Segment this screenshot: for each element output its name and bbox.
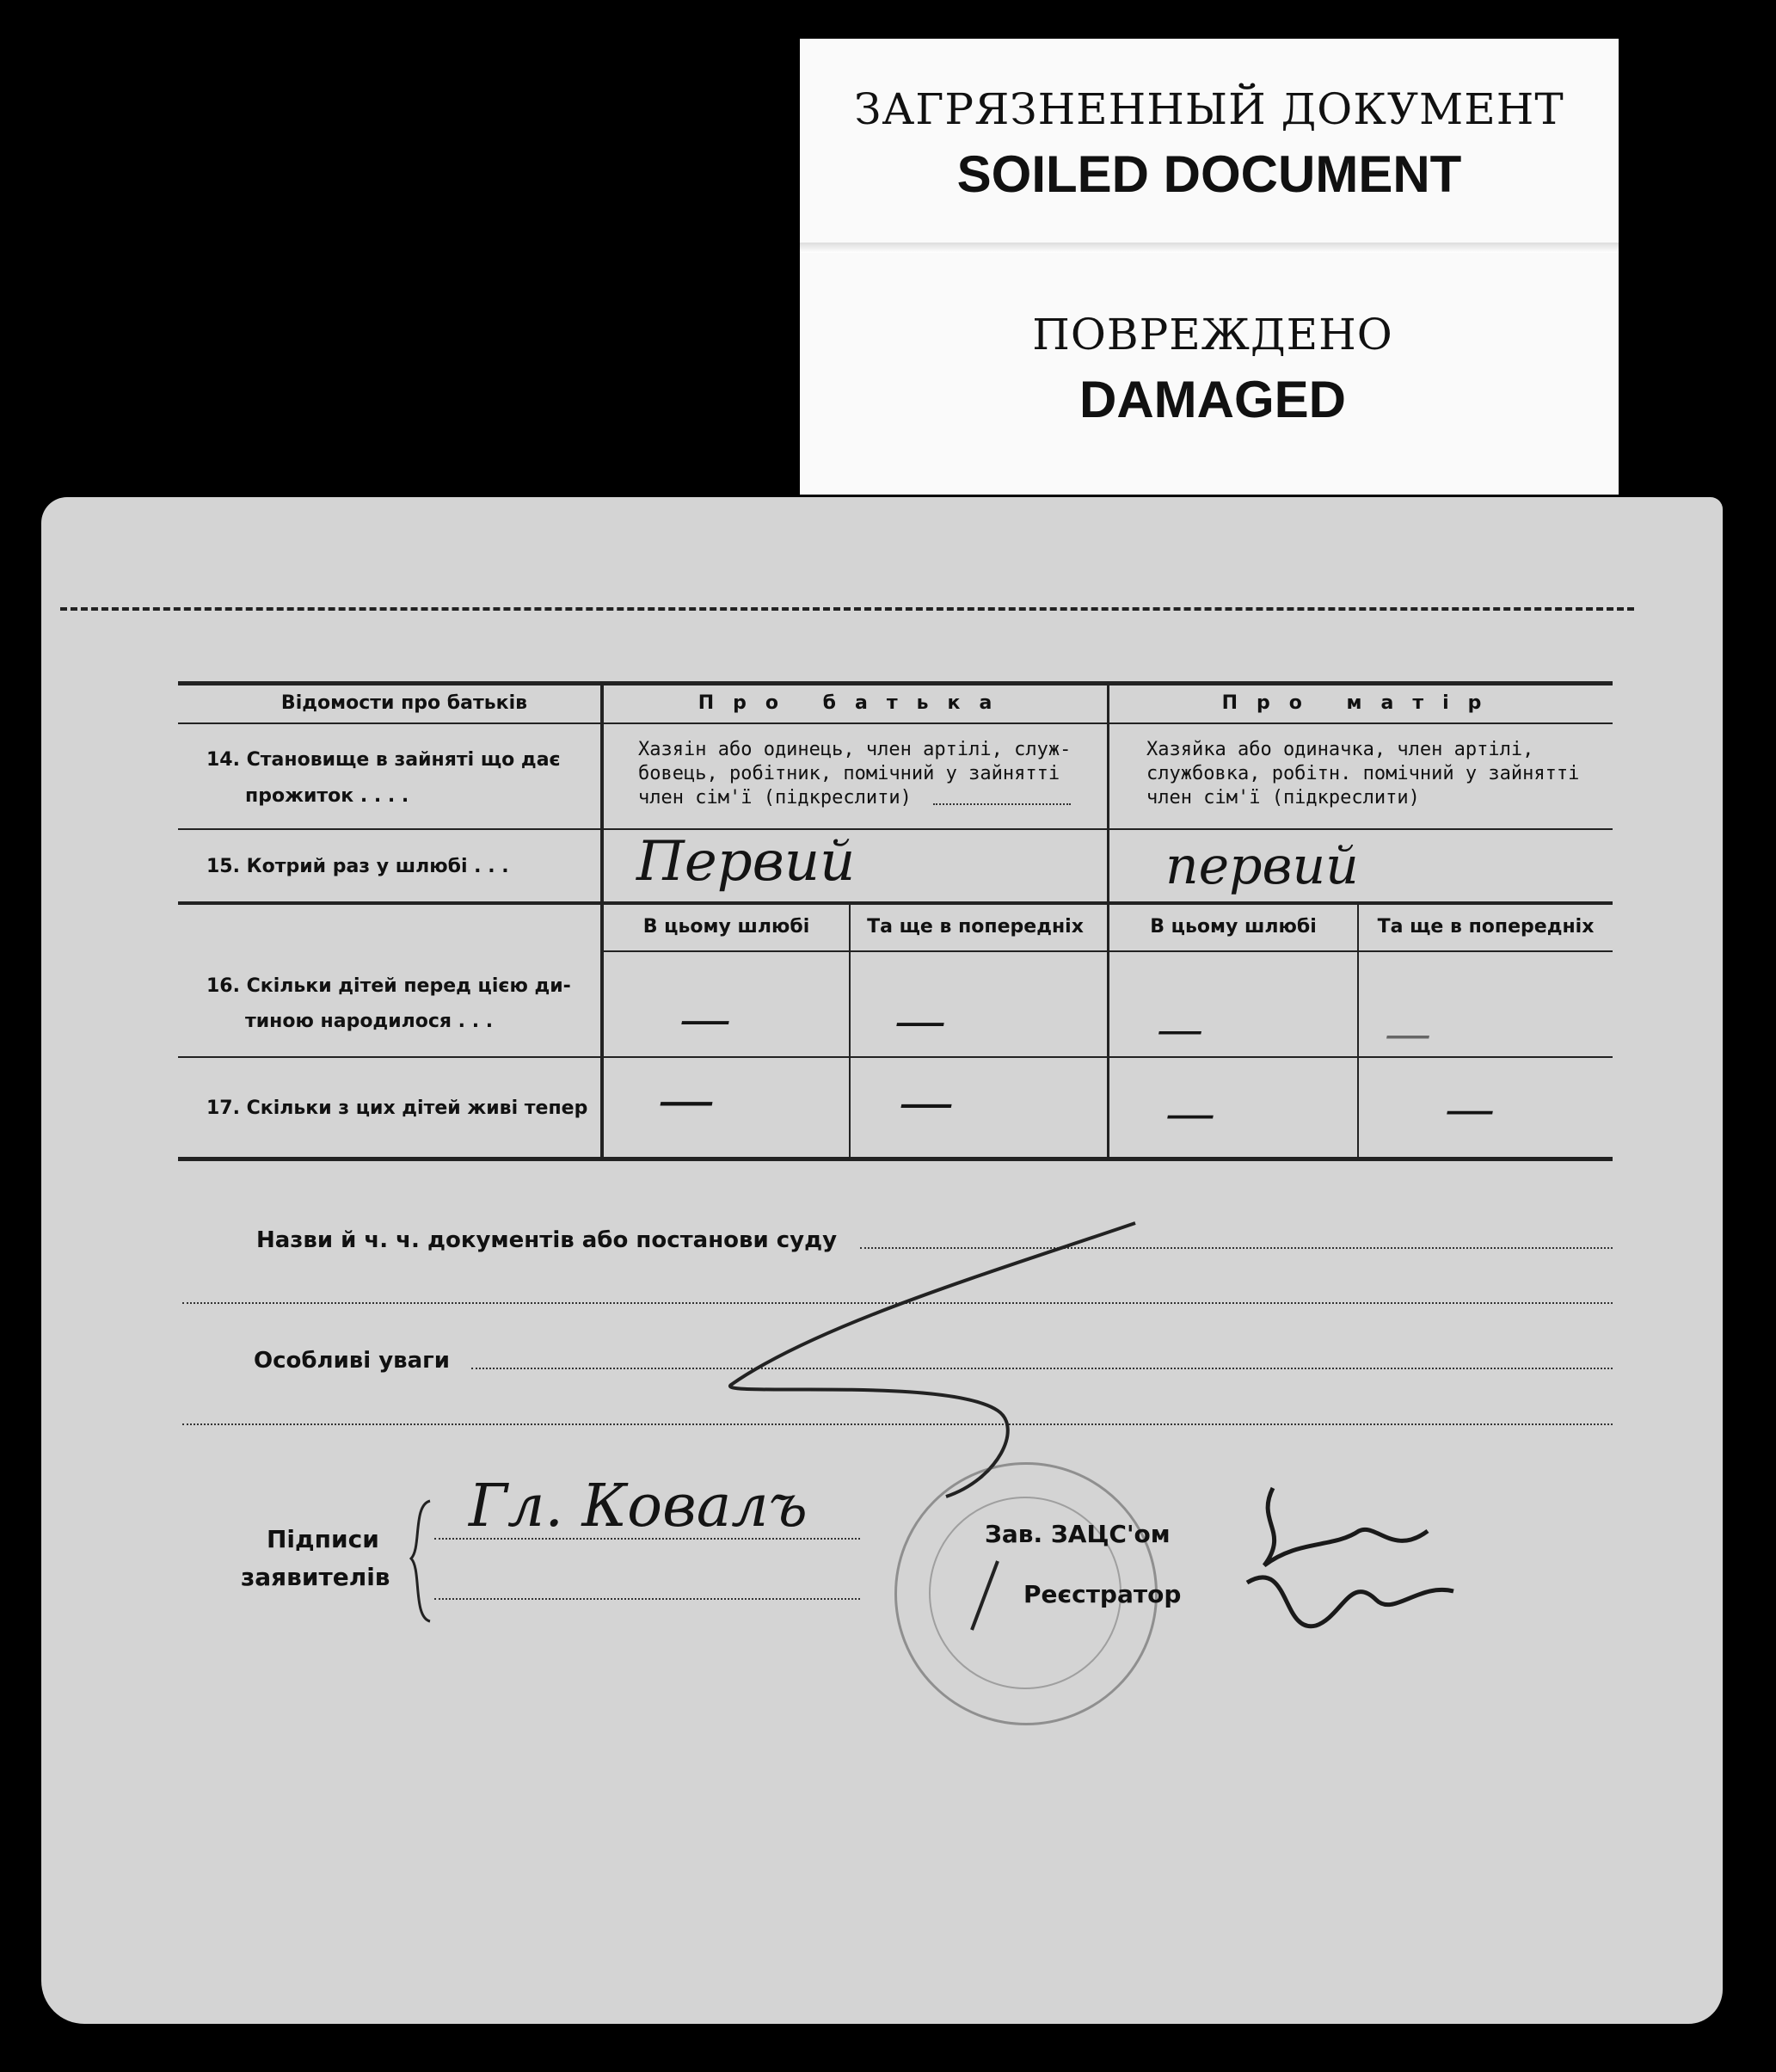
row14-father-text-2: бовець, робітник, помічний у зайнятті: [638, 763, 1060, 784]
registrar-label: Реєстратор: [1023, 1580, 1182, 1608]
soiled-label-ru: ЗАГРЯЗНЕННЫЙ ДОКУМЕНТ: [854, 84, 1564, 134]
row15-label: 15. Котрий раз у шлюбі . . .: [206, 856, 509, 877]
documents-label: Назви й ч. ч. документів або постанови суду: [256, 1227, 838, 1253]
slash-mark: [963, 1557, 1006, 1634]
signatures-brace: [404, 1497, 439, 1626]
soiled-label-en: SOILED DOCUMENT: [956, 145, 1462, 203]
mother-column-header: Про матір: [1221, 692, 1501, 714]
signature-dotline-2: [434, 1598, 860, 1600]
row16-mother-prev-value: —: [1385, 1006, 1431, 1061]
row16-father-prev-value: —: [894, 991, 946, 1051]
row17-mother-this-value: —: [1165, 1084, 1215, 1142]
row14-mother-text-2: службовка, робітн. помічний у зайнятті: [1146, 763, 1580, 784]
row16-father-this-value: —: [679, 989, 731, 1049]
mother-previous-header: Та ще в попередніх: [1377, 916, 1595, 938]
father-column-header: Про батька: [697, 692, 1011, 714]
head-zags-label: Зав. ЗАЦС'ом: [985, 1520, 1171, 1548]
signatures-label-1: Підписи: [267, 1525, 379, 1553]
applicant-signature: Гл. Ковалъ: [469, 1473, 808, 1540]
row16-label-line2: тиною народилося . . .: [245, 1011, 494, 1032]
mother-this-marriage-header: В цьому шлюбі: [1150, 916, 1317, 938]
row15-mother-handwritten: первий: [1165, 836, 1359, 896]
father-this-marriage-header: В цьому шлюбі: [642, 916, 810, 938]
signature-dotline-1: [434, 1538, 860, 1540]
row17-father-this-value: —: [658, 1067, 715, 1133]
row14-label-line1: 14. Становище в зайняті що дає: [206, 749, 561, 771]
father-previous-header: Та ще в попередніх: [867, 916, 1084, 938]
notes-label: Особливі уваги: [254, 1348, 450, 1374]
row14-father-text-1: Хазяін або одинець, член артілі, служ-: [638, 739, 1072, 760]
row14-father-text-3: член сім'ї (підкреслити): [638, 787, 912, 809]
row14-label-line2: прожиток . . . .: [245, 785, 409, 807]
row14-mother-text-3: член сім'ї (підкреслити): [1146, 787, 1420, 809]
row16-mother-this-value: —: [1157, 1002, 1203, 1056]
row16-label-line1: 16. Скільки дітей перед цією ди-: [206, 975, 571, 997]
damaged-label-en: DAMAGED: [1079, 371, 1346, 428]
row17-label: 17. Скільки з цих дітей живі тепер: [206, 1097, 588, 1119]
row14-mother-text-1: Хазяйка або одиначка, член артілі,: [1146, 739, 1534, 760]
row17-father-prev-value: —: [899, 1071, 954, 1134]
row15-father-handwritten: Первий: [636, 830, 856, 894]
parents-info-header: Відомости про батьків: [280, 692, 528, 714]
damaged-label-ru: ПОВРЕЖДЕНО: [1032, 310, 1393, 360]
row17-mother-prev-value: —: [1445, 1079, 1495, 1138]
registrar-signature: [1204, 1454, 1496, 1660]
signatures-label-2: заявителів: [241, 1563, 390, 1591]
